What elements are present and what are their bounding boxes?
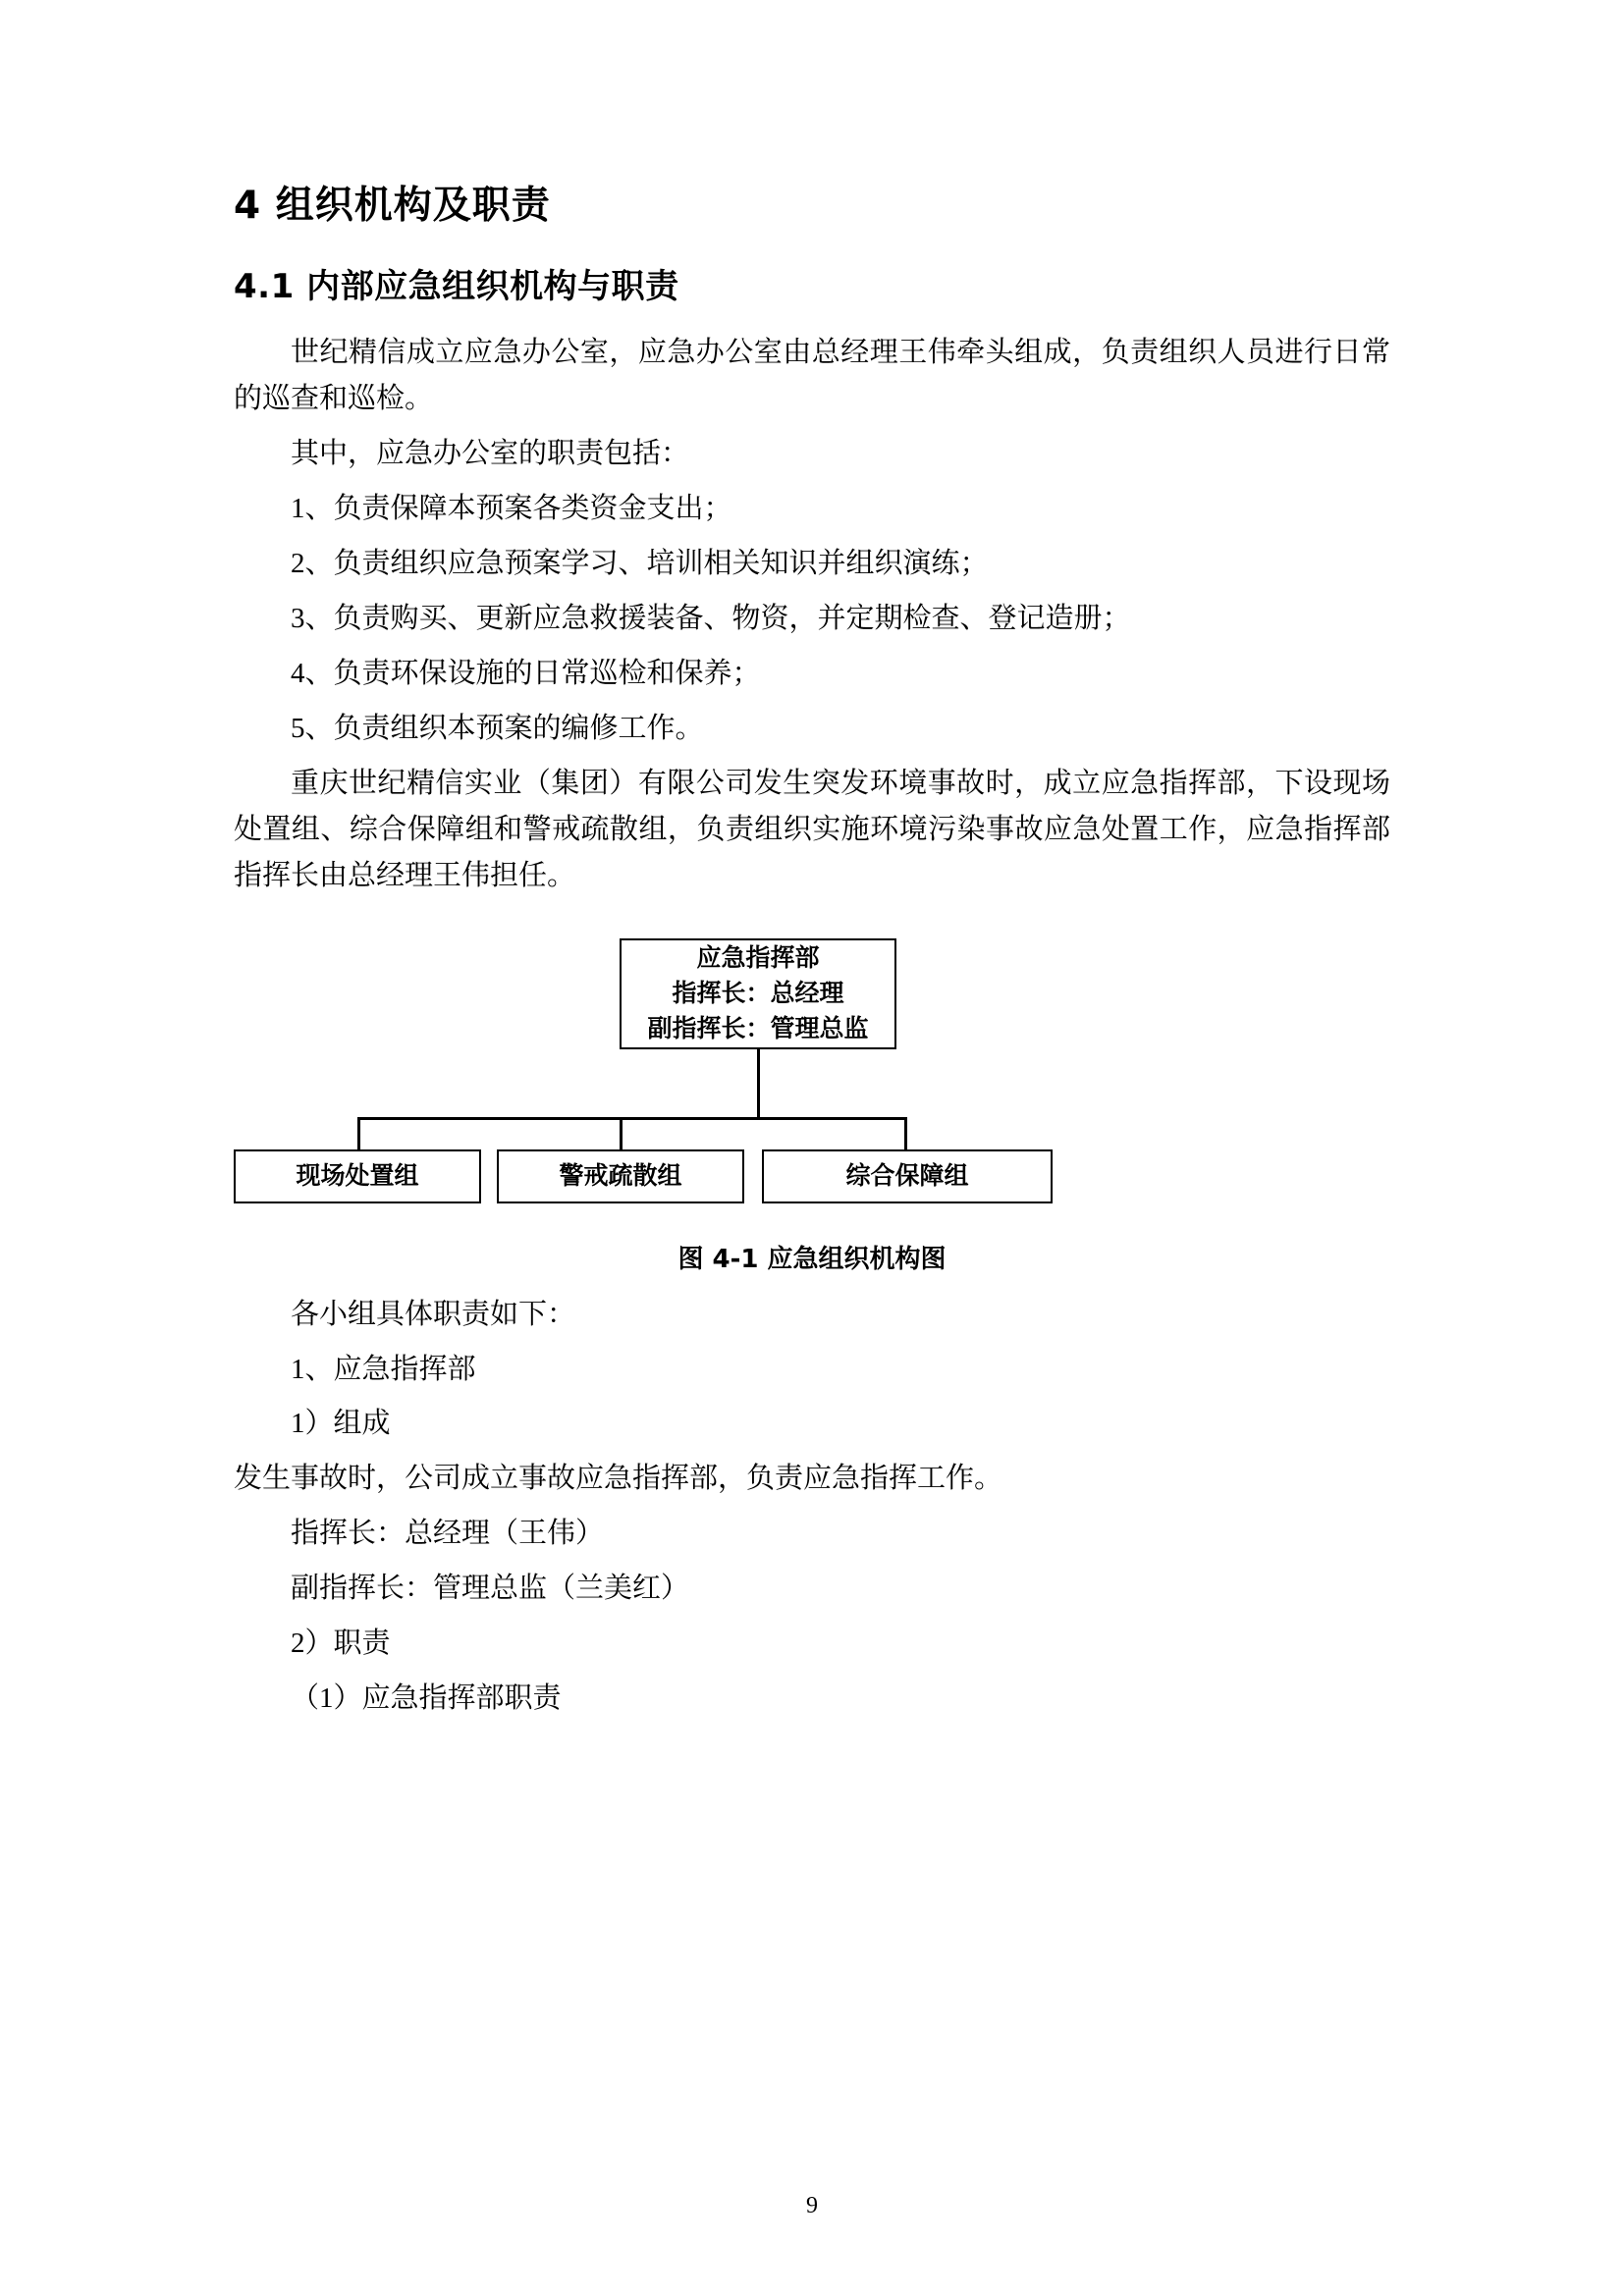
paragraph-command-center: 重庆世纪精信实业（集团）有限公司发生突发环境事故时，成立应急指挥部，下设现场处置组、综合保障组和警戒疏散组，负责组织实施环境污染事故应急处置工作，应急指挥部指挥长由总经理王伟担任。 <box>234 767 1390 891</box>
paragraph-item-composition: 1）组成 <box>291 1408 391 1440</box>
list-item-4: 4、负责环保设施的日常巡检和保养； <box>291 657 761 689</box>
figure-caption: 图 4-1 应急组织机构图 <box>677 1244 947 1274</box>
paragraph-team-duties-lead: 各小组具体职责如下： <box>291 1298 576 1330</box>
connector-vertical-stem <box>757 1049 760 1119</box>
list-item-1: 1、负责保障本预案各类资金支出； <box>291 492 732 524</box>
org-box-command-center-line2: 指挥长：总经理 <box>672 978 844 1007</box>
paragraph-commander: 指挥长：总经理（王伟） <box>291 1518 605 1550</box>
paragraph-item-duties: 2）职责 <box>291 1628 391 1660</box>
connector-horizontal-bus <box>357 1117 907 1120</box>
connector-vertical-left <box>357 1117 360 1149</box>
org-chart <box>234 938 1390 1223</box>
org-box-alert-evacuation-team: 警戒疏散组 <box>497 1149 744 1203</box>
org-box-command-center-line1: 应急指挥部 <box>696 942 820 972</box>
paragraph-intro: 世纪精信成立应急办公室，应急办公室由总经理王伟牵头组成，负责组织人员进行日常的巡查和巡检。 <box>234 336 1390 414</box>
list-item-5: 5、负责组织本预案的编修工作。 <box>291 712 704 744</box>
org-box-site-disposal-team: 现场处置组 <box>234 1149 481 1203</box>
org-box-command-center-line3: 副指挥长：管理总监 <box>647 1014 869 1043</box>
org-box-command-center <box>620 938 896 1049</box>
paragraph-item-command-center: 1、应急指挥部 <box>291 1353 476 1385</box>
section-heading-4-1: 4.1 内部应急组织机构与职责 <box>234 266 679 306</box>
paragraph-duties-lead: 其中，应急办公室的职责包括： <box>291 437 690 469</box>
list-item-3: 3、负责购买、更新应急救援装备、物资，并定期检查、登记造册； <box>291 602 1131 634</box>
connector-vertical-right <box>904 1117 907 1149</box>
paragraph-accident-setup: 发生事故时，公司成立事故应急指挥部，负责应急指挥工作。 <box>234 1463 1003 1495</box>
list-item-2: 2、负责组织应急预案学习、培训相关知识并组织演练； <box>291 547 989 579</box>
org-chart-figure <box>234 938 1390 1274</box>
page-title: 4 组织机构及职责 <box>234 184 551 228</box>
org-box-comprehensive-support-team: 综合保障组 <box>762 1149 1053 1203</box>
page-number: 9 <box>806 2193 818 2218</box>
paragraph-deputy-commander: 副指挥长：管理总监（兰美红） <box>291 1573 690 1605</box>
connector-vertical-middle <box>620 1117 623 1149</box>
paragraph-item-command-center-duties: （1）应急指挥部职责 <box>291 1682 562 1715</box>
